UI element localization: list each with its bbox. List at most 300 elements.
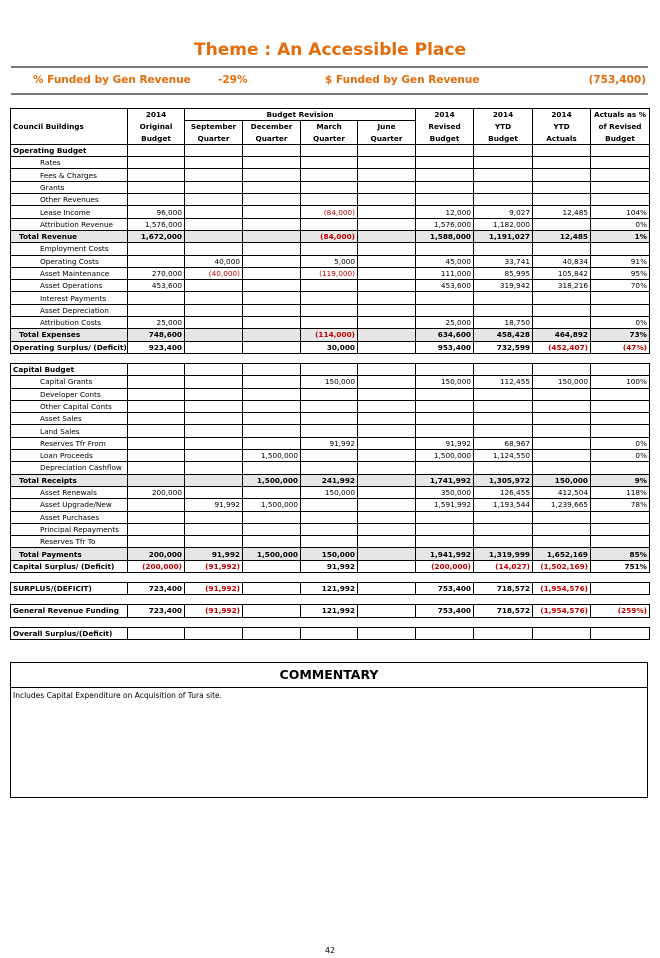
table-cell	[243, 304, 301, 316]
table-cell: 732,599	[474, 341, 533, 353]
row-label: Operating Budget	[11, 144, 128, 156]
table-row	[11, 548, 650, 560]
header-cell: 2014	[416, 109, 474, 121]
table-cell	[358, 243, 416, 255]
table-cell: 753,400	[416, 605, 474, 617]
spacer-cell	[11, 572, 650, 582]
table-cell: 73%	[591, 329, 650, 341]
row-label: Reserves Tfr From	[11, 437, 128, 449]
table-cell	[243, 511, 301, 523]
header-cell: December	[243, 121, 301, 133]
table-cell	[416, 363, 474, 375]
table-cell	[358, 548, 416, 560]
table-cell	[243, 605, 301, 617]
table-row	[11, 267, 650, 279]
table-cell: 1,500,000	[243, 450, 301, 462]
table-cell: 45,000	[416, 255, 474, 267]
table-cell	[185, 181, 243, 193]
table-row	[11, 341, 650, 353]
table-cell	[243, 627, 301, 639]
table-cell	[301, 157, 358, 169]
table-cell	[416, 169, 474, 181]
table-cell	[128, 450, 185, 462]
table-cell	[416, 304, 474, 316]
spacer-row	[11, 353, 650, 363]
table-cell	[416, 194, 474, 206]
table-cell	[358, 400, 416, 412]
table-cell	[533, 363, 591, 375]
table-cell	[591, 194, 650, 206]
row-label: Loan Proceeds	[11, 450, 128, 462]
table-cell	[474, 243, 533, 255]
table-cell	[358, 169, 416, 181]
table-cell: 200,000	[128, 548, 185, 560]
table-cell	[301, 218, 358, 230]
spacer-row	[11, 595, 650, 605]
table-cell	[128, 462, 185, 474]
page-number: 42	[324, 946, 336, 955]
table-cell: 85,995	[474, 267, 533, 279]
table-cell	[185, 400, 243, 412]
table-row	[11, 486, 650, 498]
table-cell: 458,428	[474, 329, 533, 341]
table-cell	[533, 462, 591, 474]
table-cell	[474, 363, 533, 375]
table-cell	[128, 181, 185, 193]
table-cell	[358, 560, 416, 572]
table-cell: 150,000	[533, 376, 591, 388]
table-cell	[301, 462, 358, 474]
table-cell: 1,182,000	[474, 218, 533, 230]
table-cell: 0%	[591, 450, 650, 462]
table-cell	[591, 462, 650, 474]
table-row	[11, 292, 650, 304]
table-cell	[474, 523, 533, 535]
table-cell	[533, 169, 591, 181]
table-cell	[185, 376, 243, 388]
header-cell: Original	[128, 121, 185, 133]
table-row	[11, 523, 650, 535]
title-underline	[11, 66, 648, 68]
table-cell	[533, 292, 591, 304]
table-cell	[416, 523, 474, 535]
header-cell: March	[301, 121, 358, 133]
table-cell	[591, 157, 650, 169]
table-row	[11, 627, 650, 639]
table-cell	[301, 499, 358, 511]
row-label: Attribution Costs	[11, 317, 128, 329]
row-label: Depreciation Cashflow	[11, 462, 128, 474]
table-row	[11, 605, 650, 617]
row-label: Asset Depreciation	[11, 304, 128, 316]
row-label: Employment Costs	[11, 243, 128, 255]
table-row	[11, 511, 650, 523]
table-cell: 150,000	[416, 376, 474, 388]
table-cell: 1,500,000	[243, 474, 301, 486]
dollar-funded-value: (753,400)	[588, 74, 646, 86]
table-cell	[301, 363, 358, 375]
table-cell	[128, 363, 185, 375]
table-cell	[533, 304, 591, 316]
table-cell	[243, 230, 301, 242]
header-cell: of Revised	[591, 121, 650, 133]
row-label: Principal Repayments	[11, 523, 128, 535]
table-cell: 18,750	[474, 317, 533, 329]
table-cell: (119,000)	[301, 267, 358, 279]
table-cell	[128, 255, 185, 267]
header-cell: Quarter	[243, 133, 301, 145]
table-cell	[185, 511, 243, 523]
table-cell	[416, 144, 474, 156]
table-cell	[416, 462, 474, 474]
table-cell	[243, 413, 301, 425]
table-cell: 318,216	[533, 280, 591, 292]
row-label: Operating Costs	[11, 255, 128, 267]
row-label: General Revenue Funding	[11, 605, 128, 617]
table-cell: 241,992	[301, 474, 358, 486]
table-cell	[185, 413, 243, 425]
table-cell	[185, 206, 243, 218]
table-row	[11, 425, 650, 437]
table-cell	[128, 292, 185, 304]
table-cell: 1,500,000	[416, 450, 474, 462]
table-cell	[591, 181, 650, 193]
table-cell: (84,000)	[301, 206, 358, 218]
table-cell: (200,000)	[128, 560, 185, 572]
table-cell	[474, 388, 533, 400]
table-cell	[533, 218, 591, 230]
table-cell: 718,572	[474, 582, 533, 594]
table-cell: 111,000	[416, 267, 474, 279]
row-label: Capital Grants	[11, 376, 128, 388]
table-cell	[358, 462, 416, 474]
row-label: Rates	[11, 157, 128, 169]
table-row	[11, 157, 650, 169]
row-label: Capital Surplus/ (Deficit)	[11, 560, 128, 572]
header-row-3	[11, 133, 650, 145]
table-cell	[301, 388, 358, 400]
table-cell	[128, 523, 185, 535]
table-cell	[243, 582, 301, 594]
table-cell	[591, 523, 650, 535]
table-cell: 96,000	[128, 206, 185, 218]
table-cell: (452,407)	[533, 341, 591, 353]
row-label: Grants	[11, 181, 128, 193]
row-label: Asset Purchases	[11, 511, 128, 523]
table-cell: 751%	[591, 560, 650, 572]
table-cell: 1,500,000	[243, 499, 301, 511]
table-cell	[591, 582, 650, 594]
table-cell	[185, 218, 243, 230]
row-label: Operating Surplus/ (Deficit)	[11, 341, 128, 353]
table-cell	[533, 536, 591, 548]
table-cell	[358, 582, 416, 594]
table-cell: 91,992	[416, 437, 474, 449]
table-cell	[301, 413, 358, 425]
table-cell	[185, 230, 243, 242]
row-label: Asset Sales	[11, 413, 128, 425]
header-cell: 2014	[474, 109, 533, 121]
table-cell	[533, 243, 591, 255]
table-cell: 718,572	[474, 605, 533, 617]
table-cell	[301, 169, 358, 181]
table-cell: (91,992)	[185, 605, 243, 617]
table-cell	[243, 181, 301, 193]
table-cell: 350,000	[416, 486, 474, 498]
table-cell	[243, 194, 301, 206]
header-cell: 2014	[128, 109, 185, 121]
table-cell: 1,588,000	[416, 230, 474, 242]
table-cell: 150,000	[533, 474, 591, 486]
table-cell: (1,502,169)	[533, 560, 591, 572]
table-cell	[243, 280, 301, 292]
table-cell	[243, 486, 301, 498]
table-cell	[128, 499, 185, 511]
table-cell	[128, 304, 185, 316]
table-cell	[128, 437, 185, 449]
row-label: Interest Payments	[11, 292, 128, 304]
pct-funded-value: -29%	[218, 74, 248, 86]
table-row	[11, 560, 650, 572]
table-row	[11, 437, 650, 449]
table-cell	[243, 388, 301, 400]
table-cell	[533, 144, 591, 156]
table-cell	[358, 280, 416, 292]
table-cell	[243, 267, 301, 279]
table-cell	[301, 536, 358, 548]
table-cell	[185, 363, 243, 375]
table-cell	[301, 627, 358, 639]
table-cell	[358, 317, 416, 329]
table-cell	[358, 144, 416, 156]
table-cell: 1,305,972	[474, 474, 533, 486]
table-cell	[128, 536, 185, 548]
table-cell	[128, 511, 185, 523]
table-cell	[243, 317, 301, 329]
table-cell: 121,992	[301, 605, 358, 617]
table-cell	[533, 425, 591, 437]
table-cell	[358, 425, 416, 437]
table-cell	[243, 462, 301, 474]
table-cell	[243, 523, 301, 535]
table-row	[11, 181, 650, 193]
row-label: Total Payments	[11, 548, 128, 560]
header-cell: Revised	[416, 121, 474, 133]
page-title: Theme : An Accessible Place	[194, 40, 466, 60]
table-cell	[358, 292, 416, 304]
table-cell	[474, 536, 533, 548]
row-label: Other Revenues	[11, 194, 128, 206]
table-cell: 453,600	[128, 280, 185, 292]
header-cell: YTD	[533, 121, 591, 133]
table-cell	[358, 255, 416, 267]
table-cell: 753,400	[416, 582, 474, 594]
table-cell	[358, 304, 416, 316]
table-cell: 0%	[591, 317, 650, 329]
table-row	[11, 194, 650, 206]
table-row	[11, 304, 650, 316]
table-cell	[301, 511, 358, 523]
header-cell: Budget Revision	[185, 109, 416, 121]
table-cell	[185, 486, 243, 498]
table-row	[11, 499, 650, 511]
table-cell	[301, 144, 358, 156]
table-cell: 748,600	[128, 329, 185, 341]
table-cell: 70%	[591, 280, 650, 292]
header-cell: Budget	[128, 133, 185, 145]
table-cell	[358, 437, 416, 449]
table-cell	[185, 243, 243, 255]
row-label: Asset Upgrade/New	[11, 499, 128, 511]
table-cell	[416, 157, 474, 169]
table-cell: 1,124,550	[474, 450, 533, 462]
table-cell	[301, 304, 358, 316]
table-cell: 91,992	[301, 437, 358, 449]
table-cell: 12,000	[416, 206, 474, 218]
table-cell	[474, 511, 533, 523]
table-cell: 105,842	[533, 267, 591, 279]
table-cell: 85%	[591, 548, 650, 560]
table-cell	[591, 511, 650, 523]
table-cell: 1,193,544	[474, 499, 533, 511]
table-cell	[358, 206, 416, 218]
table-cell: 1,591,992	[416, 499, 474, 511]
header-cell: Budget	[416, 133, 474, 145]
table-cell	[416, 181, 474, 193]
table-cell: 25,000	[128, 317, 185, 329]
table-cell	[185, 317, 243, 329]
funded-underline	[11, 93, 648, 95]
table-cell	[474, 157, 533, 169]
commentary-text: Includes Capital Expenditure on Acquisition of Tura site.	[13, 691, 223, 700]
table-cell	[128, 169, 185, 181]
table-cell	[128, 376, 185, 388]
table-cell	[591, 425, 650, 437]
table-cell	[474, 400, 533, 412]
table-cell: 1,500,000	[243, 548, 301, 560]
table-cell	[358, 329, 416, 341]
table-cell	[533, 194, 591, 206]
table-row	[11, 474, 650, 486]
table-cell	[185, 341, 243, 353]
table-cell: 1,191,027	[474, 230, 533, 242]
table-cell	[591, 292, 650, 304]
header-cell	[11, 133, 128, 145]
table-cell: 95%	[591, 267, 650, 279]
table-cell	[591, 388, 650, 400]
table-cell	[243, 341, 301, 353]
table-cell	[533, 437, 591, 449]
table-cell: (91,992)	[185, 560, 243, 572]
table-cell: 1,941,992	[416, 548, 474, 560]
table-cell	[243, 437, 301, 449]
table-cell: 0%	[591, 218, 650, 230]
table-cell: (84,000)	[301, 230, 358, 242]
table-cell	[243, 292, 301, 304]
table-cell: (47%)	[591, 341, 650, 353]
table-row	[11, 317, 650, 329]
table-cell	[591, 536, 650, 548]
row-label: Asset Maintenance	[11, 267, 128, 279]
table-cell: 150,000	[301, 376, 358, 388]
table-cell: (259%)	[591, 605, 650, 617]
table-cell	[128, 400, 185, 412]
table-cell	[185, 425, 243, 437]
table-cell	[185, 157, 243, 169]
table-cell	[185, 292, 243, 304]
table-cell	[474, 413, 533, 425]
table-cell: 1,652,169	[533, 548, 591, 560]
table-row	[11, 218, 650, 230]
dollar-funded-label: $ Funded by Gen Revenue	[325, 74, 480, 86]
table-cell	[591, 627, 650, 639]
table-cell	[474, 425, 533, 437]
table-cell	[243, 536, 301, 548]
table-cell	[416, 400, 474, 412]
table-cell	[591, 363, 650, 375]
table-row	[11, 243, 650, 255]
table-cell	[243, 329, 301, 341]
table-cell	[474, 144, 533, 156]
table-cell	[416, 511, 474, 523]
table-cell	[128, 243, 185, 255]
table-cell	[301, 194, 358, 206]
table-cell: (40,000)	[185, 267, 243, 279]
table-cell	[243, 218, 301, 230]
table-cell: 33,741	[474, 255, 533, 267]
table-cell: 1,239,665	[533, 499, 591, 511]
table-row	[11, 206, 650, 218]
table-cell: 100%	[591, 376, 650, 388]
table-cell	[533, 627, 591, 639]
table-cell: 453,600	[416, 280, 474, 292]
table-cell: 634,600	[416, 329, 474, 341]
table-cell	[128, 388, 185, 400]
table-row	[11, 582, 650, 594]
table-cell: (1,954,576)	[533, 582, 591, 594]
table-cell	[301, 243, 358, 255]
table-cell	[185, 280, 243, 292]
table-cell: 104%	[591, 206, 650, 218]
table-cell	[474, 462, 533, 474]
table-cell: 91,992	[185, 499, 243, 511]
table-cell	[358, 267, 416, 279]
commentary-box	[10, 662, 648, 798]
table-cell: (114,000)	[301, 329, 358, 341]
table-cell	[358, 230, 416, 242]
table-cell	[474, 169, 533, 181]
header-cell	[11, 109, 128, 121]
header-cell: Budget	[591, 133, 650, 145]
table-cell	[474, 304, 533, 316]
spacer-row	[11, 617, 650, 627]
table-cell	[185, 144, 243, 156]
spacer-cell	[11, 617, 650, 627]
table-row	[11, 230, 650, 242]
table-row	[11, 413, 650, 425]
header-cell: Council Buildings	[11, 121, 128, 133]
table-cell: 1,576,000	[416, 218, 474, 230]
table-cell	[243, 376, 301, 388]
table-cell	[474, 181, 533, 193]
table-cell	[358, 486, 416, 498]
row-label: Developer Conts	[11, 388, 128, 400]
header-cell: YTD	[474, 121, 533, 133]
table-cell	[358, 376, 416, 388]
table-cell	[358, 474, 416, 486]
table-cell	[243, 144, 301, 156]
table-cell	[533, 523, 591, 535]
